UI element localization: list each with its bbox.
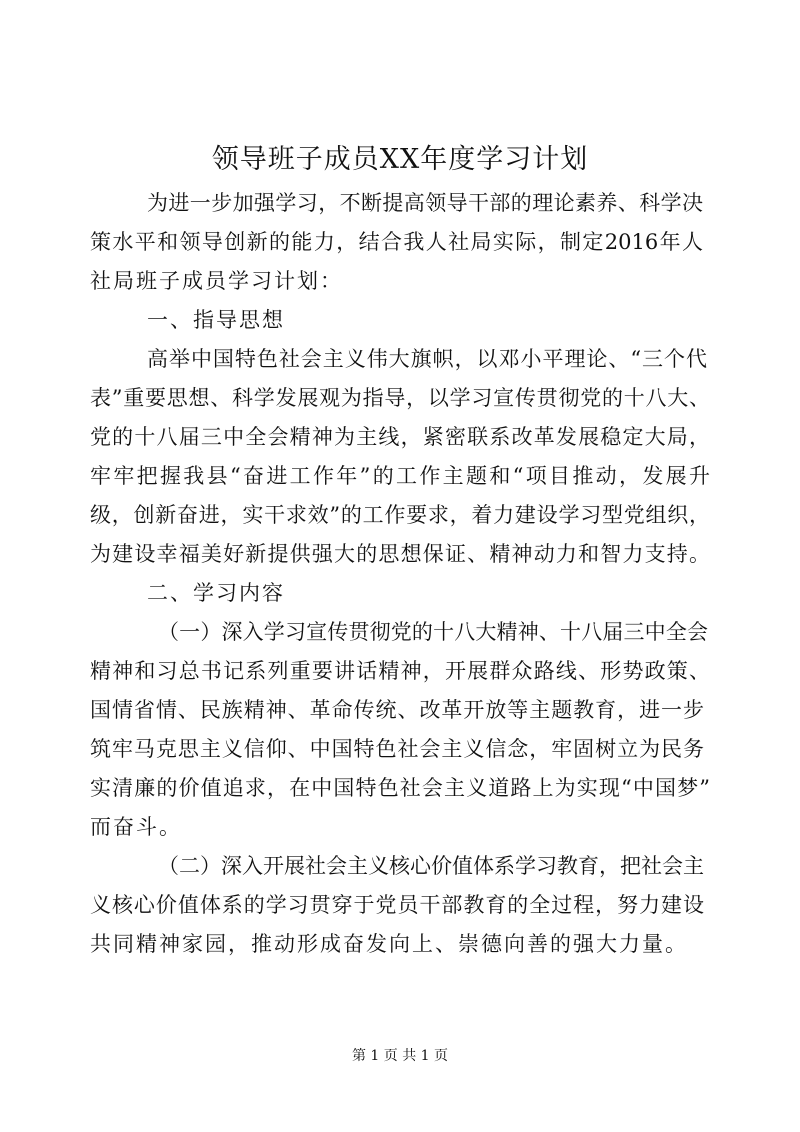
paragraph-line: 社局班子成员学习计划： xyxy=(90,269,343,293)
paragraph-line: 国情省情、民族精神、革命传统、改革开放等主题教育，进一步 xyxy=(90,698,704,722)
page-footer: 第 1 页 共 1 页 xyxy=(351,1048,449,1064)
paragraph-line: 策水平和领导创新的能力，结合我人社局实际，制定2016年人 xyxy=(90,230,703,254)
paragraph-line: 实清廉的价值追求，在中国特色社会主义道路上为实现“中国梦” xyxy=(90,776,710,800)
paragraph-line: 党的十八届三中全会精神为主线，紧密联系改革发展稳定大局， xyxy=(90,425,710,449)
paragraph-line: （一）深入学习宣传贯彻党的十八大精神、十八届三中全会 xyxy=(158,620,708,644)
paragraph-line: 为建设幸福美好新提供强大的思想保证、精神动力和智力支持。 xyxy=(90,542,710,566)
paragraph-line: 共同精神家园，推动形成奋发向上、崇德向善的强大力量。 xyxy=(90,932,688,956)
paragraph-line: 为进一步加强学习，不断提高领导干部的理论素养、科学决 xyxy=(147,191,703,215)
paragraph-line: 而奋斗。 xyxy=(90,815,182,839)
section-heading: 一、指导思想 xyxy=(147,308,285,332)
section-heading: 二、学习内容 xyxy=(147,581,285,605)
paragraph-line: 精神和习总书记系列重要讲话精神，开展群众路线、形势政策、 xyxy=(90,659,710,683)
paragraph-line: 筑牢马克思主义信仰、中国特色社会主义信念，牢固树立为民务 xyxy=(90,737,704,761)
paragraph-line: 级，创新奋进，实干求效”的工作要求，着力建设学习型党组织， xyxy=(90,503,710,527)
document-title: 领导班子成员XX年度学习计划 xyxy=(211,144,589,175)
paragraph-line: 高举中国特色社会主义伟大旗帜，以邓小平理论、“三个代 xyxy=(147,347,707,371)
paragraph-line: 牢牢把握我县“奋进工作年”的工作主题和“项目推动，发展升 xyxy=(90,464,710,488)
paragraph-line: 表”重要思想、科学发展观为指导，以学习宣传贯彻党的十八大、 xyxy=(90,386,710,410)
paragraph-line: 义核心价值体系的学习贯穿于党员干部教育的全过程，努力建设 xyxy=(90,893,704,917)
paragraph-line: （二）深入开展社会主义核心价值体系学习教育，把社会主 xyxy=(158,854,704,878)
